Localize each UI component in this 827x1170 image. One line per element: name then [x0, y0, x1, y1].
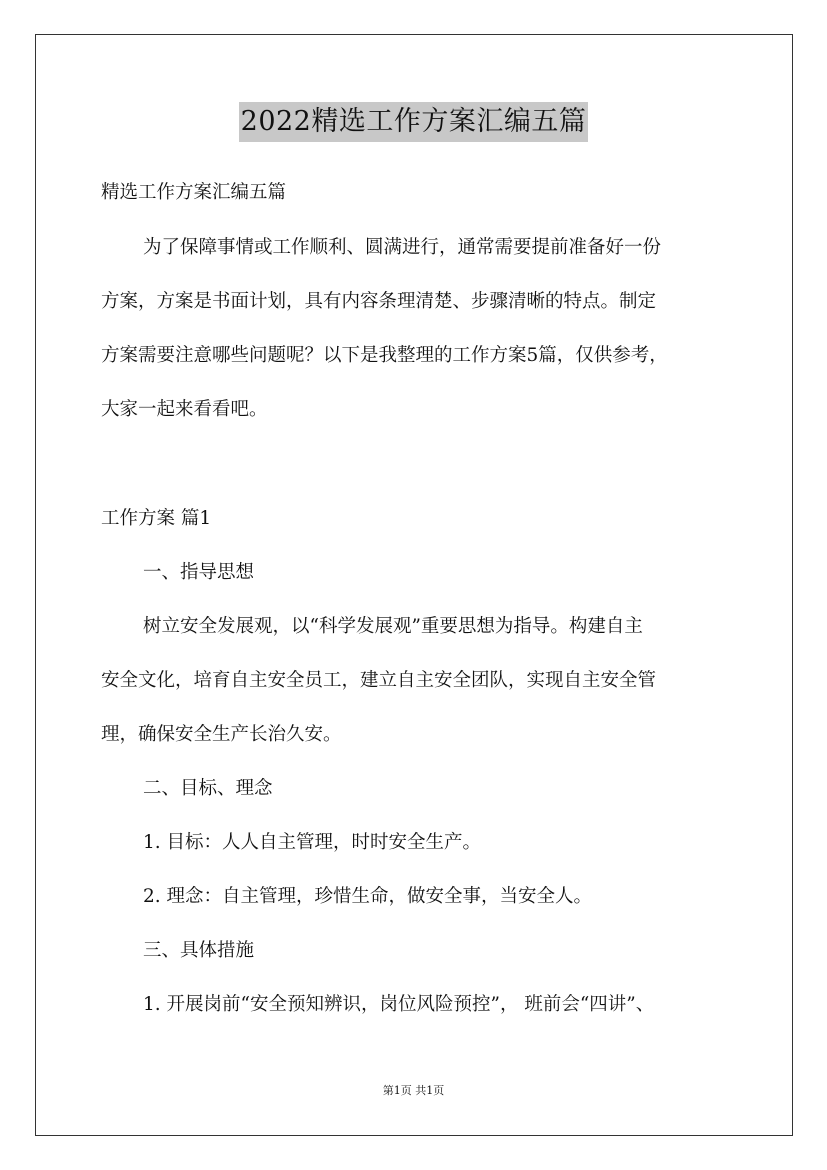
- subsection-heading: 一、指导思想: [143, 562, 255, 583]
- page-footer: 第1页 共1页: [382, 1084, 445, 1097]
- paragraph-line: 方案，方案是书面计划，具有内容条理清楚、步骤清晰的特点。制定: [101, 291, 657, 312]
- list-item: 1. 目标：人人自主管理，时时安全生产。: [143, 832, 482, 853]
- paragraph-line: 安全文化，培育自主安全员工，建立自主安全团队，实现自主安全管: [101, 670, 657, 691]
- paragraph-line: 为了保障事情或工作顺利、圆满进行，通常需要提前准备好一份: [143, 237, 662, 258]
- paragraph-line: 理，确保安全生产长治久安。: [101, 724, 342, 745]
- paragraph-line: 大家一起来看看吧。: [101, 399, 268, 420]
- subsection-heading: 二、目标、理念: [143, 778, 273, 799]
- document-title: 2022精选工作方案汇编五篇: [239, 102, 589, 142]
- title-block: [0, 102, 827, 142]
- subsection-heading: 三、具体措施: [143, 940, 255, 961]
- list-item: 1. 开展岗前“安全预知辨识，岗位风险预控”， 班前会“四讲”、: [143, 994, 655, 1015]
- paragraph-line: 树立安全发展观，以“科学发展观”重要思想为指导。构建自主: [143, 616, 643, 637]
- subtitle-line: 精选工作方案汇编五篇: [101, 182, 287, 203]
- list-item: 2. 理念：自主管理，珍惜生命，做安全事，当安全人。: [143, 886, 593, 907]
- section-heading: 工作方案 篇1: [101, 508, 212, 529]
- paragraph-line: 方案需要注意哪些问题呢？以下是我整理的工作方案5篇，仅供参考，: [101, 345, 668, 366]
